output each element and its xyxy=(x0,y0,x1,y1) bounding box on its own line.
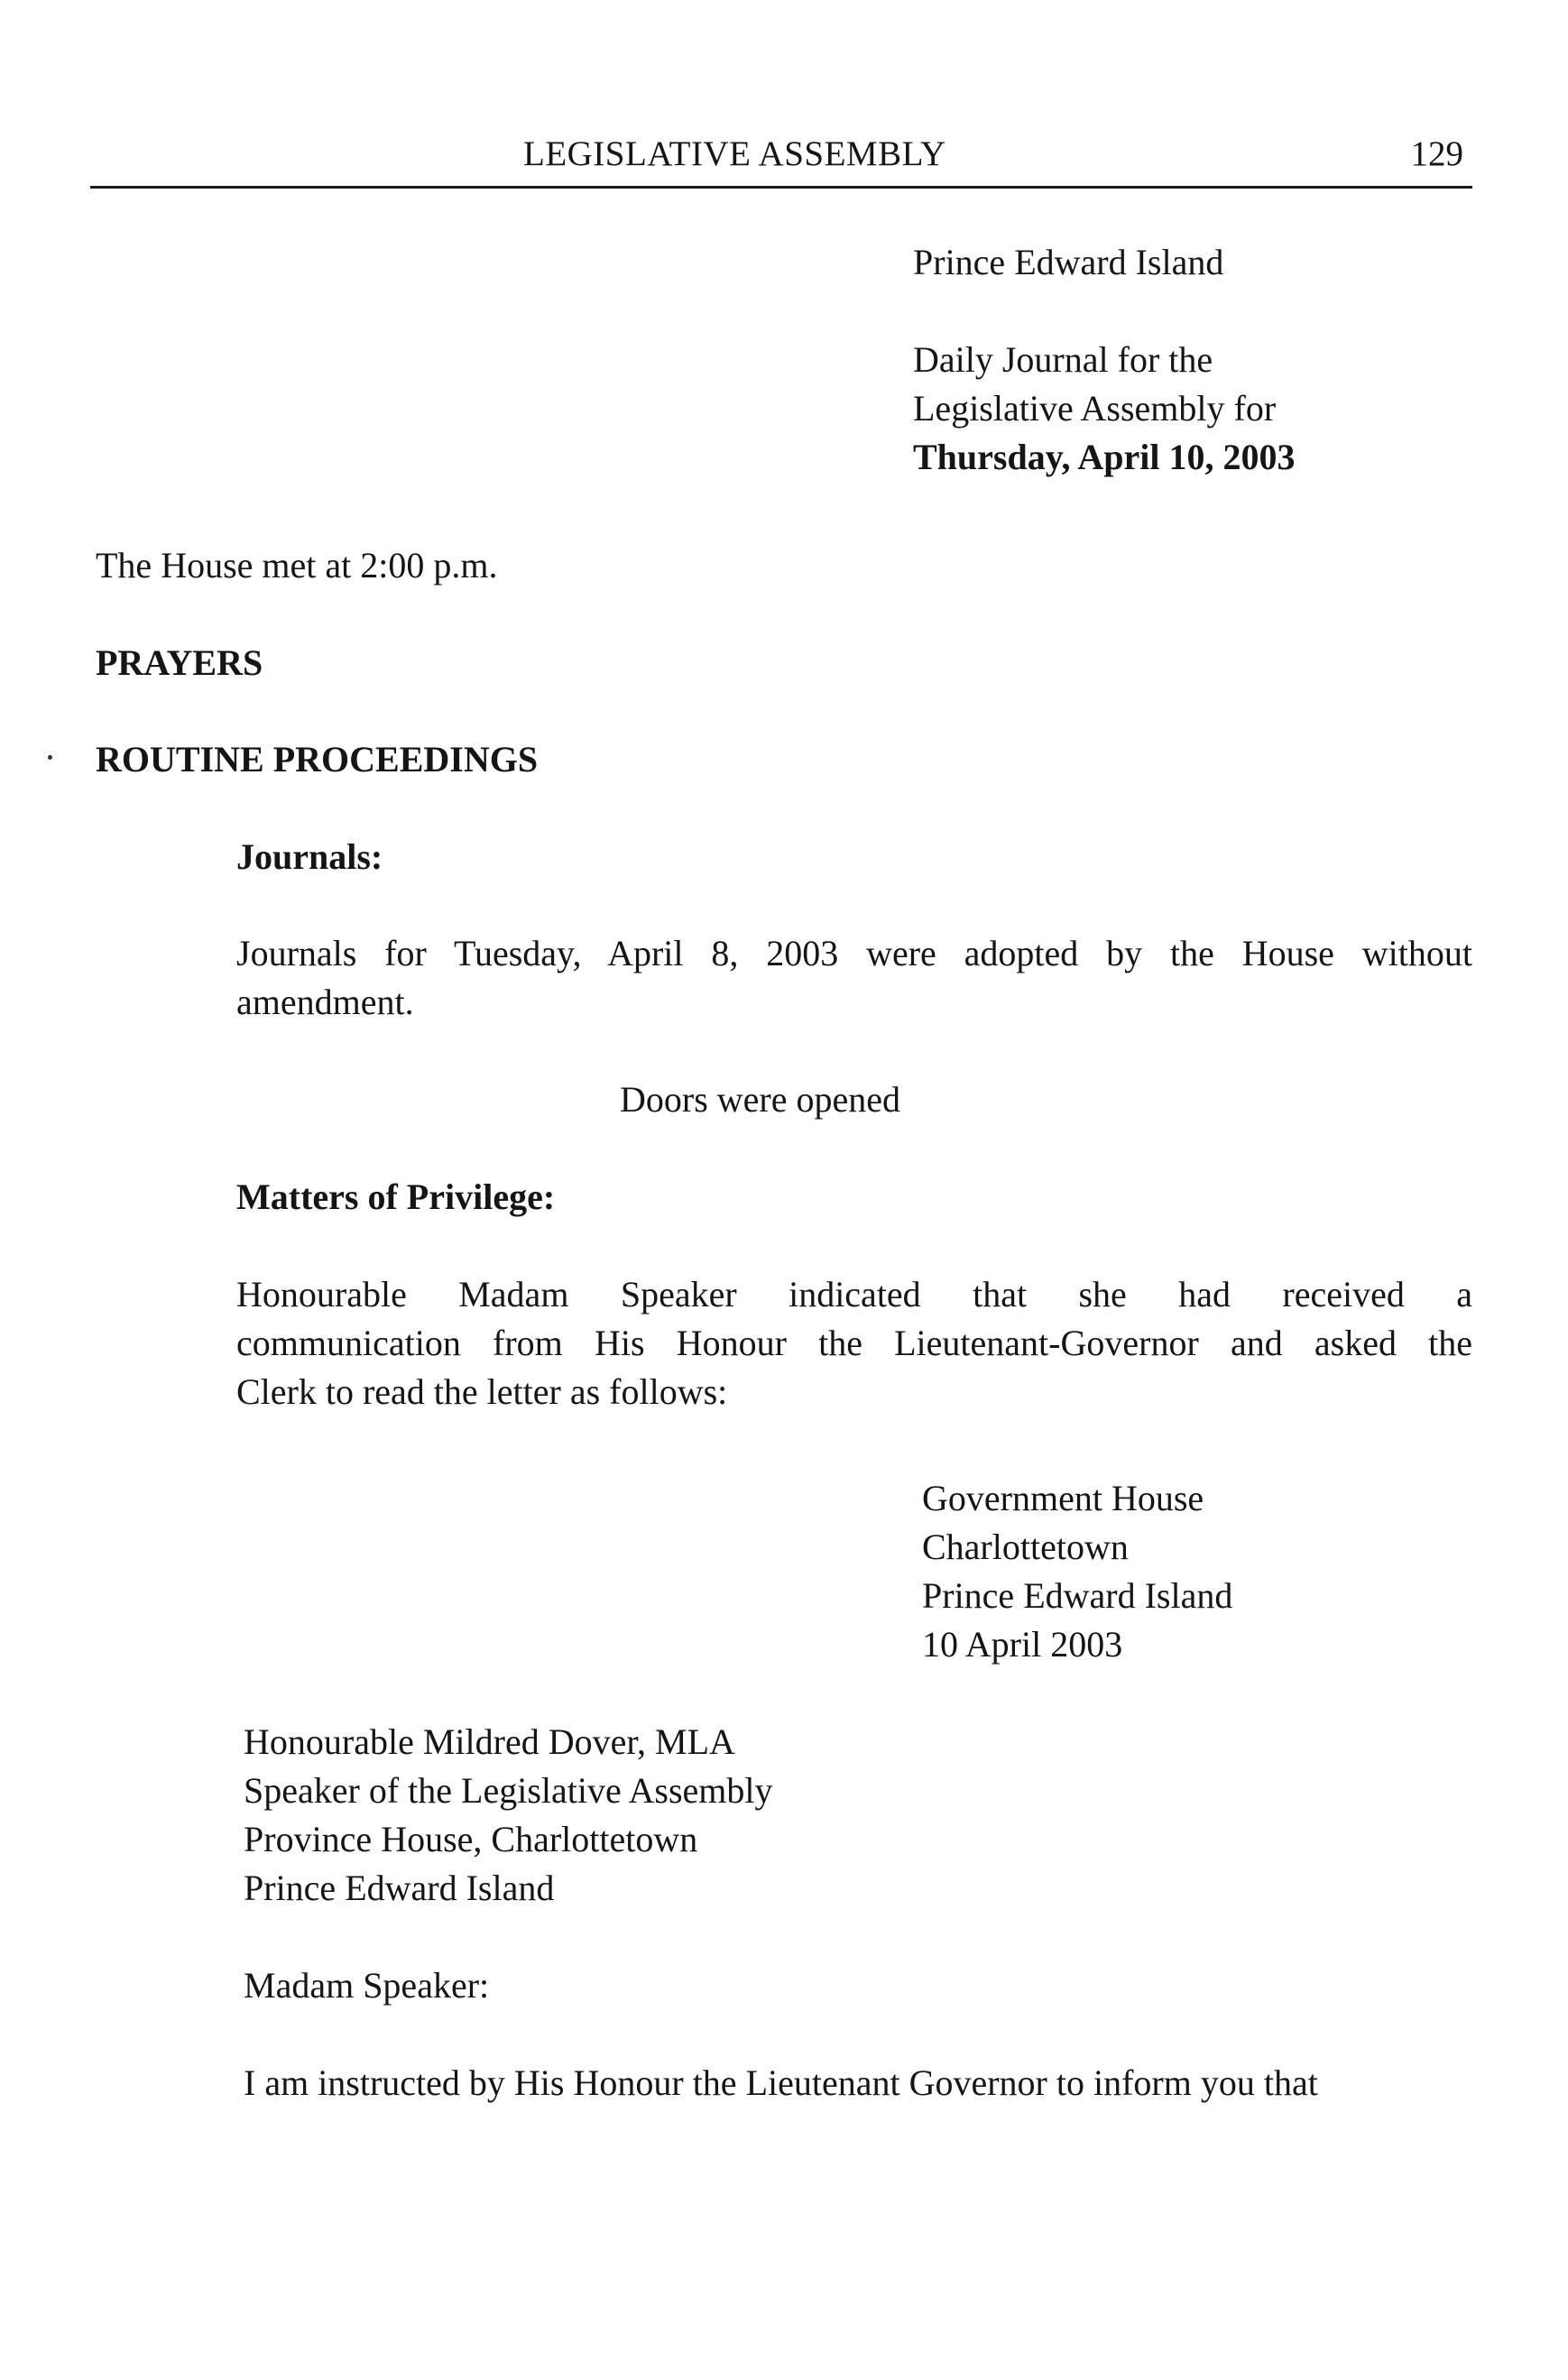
page-header xyxy=(90,134,1472,189)
recipient-address-line: Speaker of the Legislative Assembly xyxy=(244,1770,773,1811)
opening-statement: The House met at 2:00 p.m. xyxy=(96,545,498,586)
privilege-line-1: Honourable Madam Speaker indicated that she had received a xyxy=(236,1274,1472,1315)
recipient-address-line: Prince Edward Island xyxy=(244,1868,555,1908)
recipient-address-line: Honourable Mildred Dover, MLA xyxy=(244,1721,735,1762)
letter-body-line: I am instructed by His Honour the Lieutenant Governor to inform you that xyxy=(244,2062,1318,2103)
routine-proceedings-heading: ROUTINE PROCEEDINGS xyxy=(96,739,539,779)
masthead-province: Prince Edward Island xyxy=(913,242,1224,282)
privilege-heading: Matters of Privilege: xyxy=(236,1176,556,1217)
sender-address-line: Government House xyxy=(922,1478,1204,1518)
privilege-paragraph xyxy=(236,1270,1472,1416)
letter-salutation: Madam Speaker: xyxy=(244,1965,490,2006)
masthead xyxy=(913,238,1295,482)
page-number: 129 xyxy=(1410,134,1463,173)
recipient-address-line: Province House, Charlottetown xyxy=(244,1819,698,1859)
prayers-heading: PRAYERS xyxy=(96,642,263,683)
privilege-line-2: communication from His Honour the Lieutenant-Governor and asked the xyxy=(236,1323,1472,1363)
journals-line-1: Journals for Tuesday, April 8, 2003 were adopted by the House without xyxy=(236,933,1472,973)
sender-address-line: Prince Edward Island xyxy=(922,1575,1233,1616)
journals-paragraph xyxy=(236,929,1472,1027)
journals-line-2: amendment. xyxy=(236,982,414,1022)
journals-heading: Journals: xyxy=(236,836,383,877)
masthead-journal-line2: Legislative Assembly for xyxy=(913,388,1277,429)
masthead-journal-line1: Daily Journal for the xyxy=(913,339,1213,380)
sender-address-line: Charlottetown xyxy=(922,1527,1129,1567)
doors-opened: Doors were opened xyxy=(620,1079,900,1120)
privilege-line-3: Clerk to read the letter as follows: xyxy=(236,1371,728,1412)
margin-mark xyxy=(48,755,52,760)
running-head: LEGISLATIVE ASSEMBLY xyxy=(523,134,946,173)
masthead-date: Thursday, April 10, 2003 xyxy=(913,437,1296,477)
sender-address-line: 10 April 2003 xyxy=(922,1624,1123,1665)
recipient-address xyxy=(244,1718,773,1913)
sender-address xyxy=(922,1474,1232,1669)
